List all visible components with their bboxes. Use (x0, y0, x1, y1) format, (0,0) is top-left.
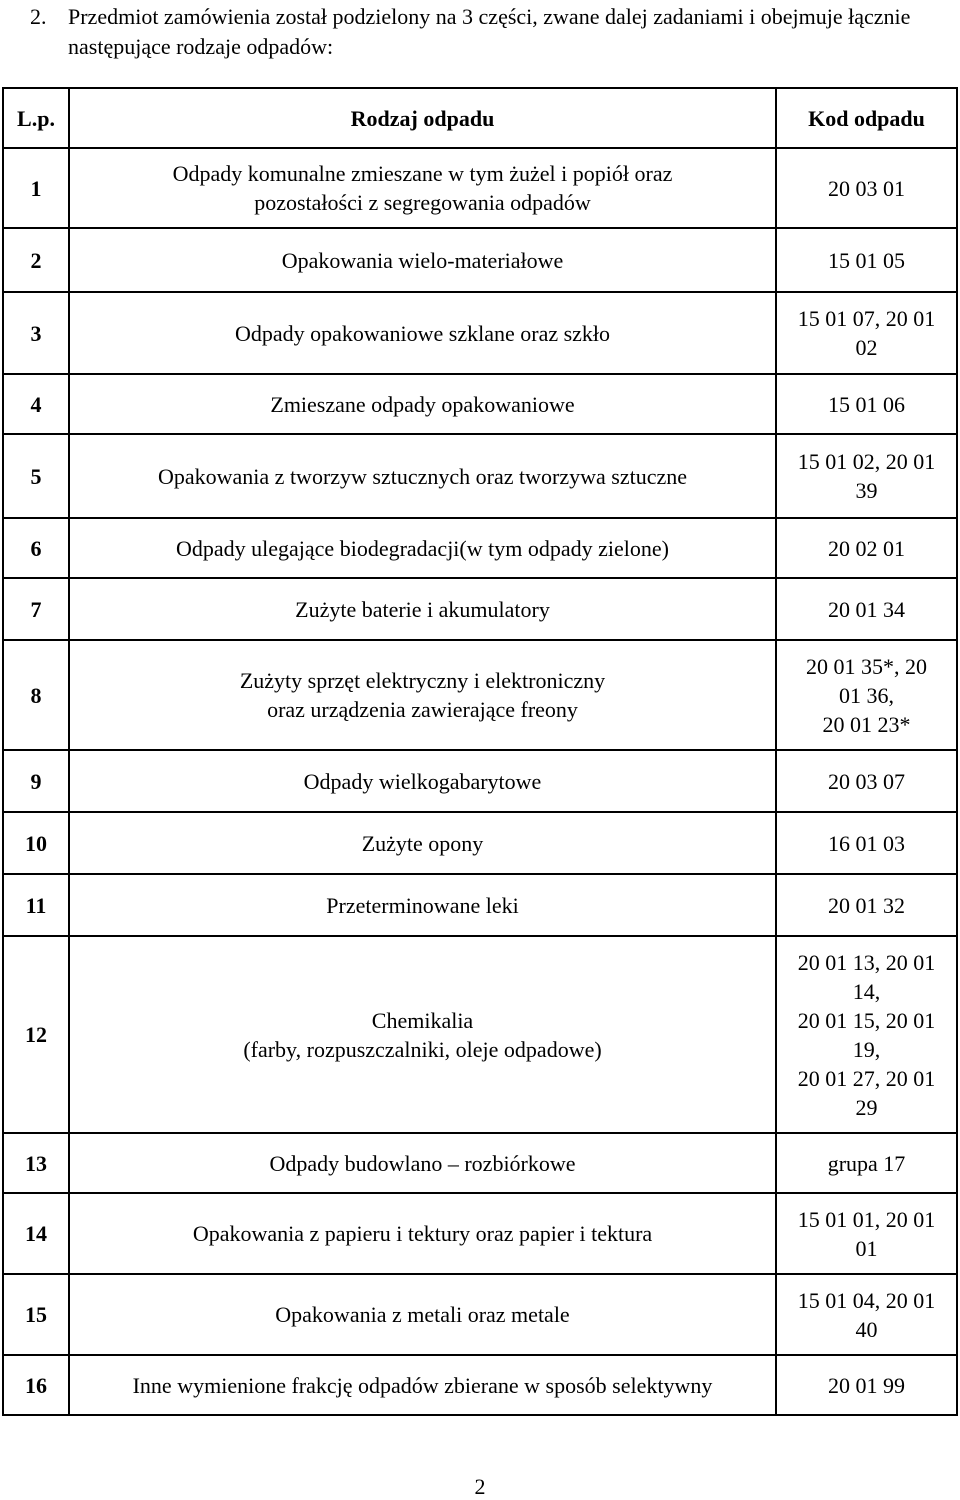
row-waste-type: Inne wymienione frakcję odpadów zbierane w sposób selektywny (69, 1355, 776, 1415)
row-waste-type: Chemikalia (farby, rozpuszczalniki, oleje odpadowe) (69, 936, 776, 1133)
table-row (3, 292, 957, 374)
row-waste-type: Opakowania wielo-materiałowe (69, 228, 776, 292)
table-row (3, 374, 957, 434)
table-row (3, 1133, 957, 1193)
row-waste-code: 20 01 99 (776, 1355, 957, 1415)
row-lp: 2 (3, 228, 69, 292)
row-waste-type: Odpady ulegające biodegradacji(w tym odpady zielone) (69, 518, 776, 578)
row-waste-type: Odpady komunalne zmieszane w tym żużel i popiół oraz pozostałości z segregowania odpadów (69, 148, 776, 228)
row-lp: 14 (3, 1193, 69, 1274)
row-waste-type: Opakowania z tworzyw sztucznych oraz tworzywa sztuczne (69, 434, 776, 518)
intro-paragraph (30, 2, 950, 62)
row-waste-type: Przeterminowane leki (69, 874, 776, 936)
row-waste-code: 15 01 01, 20 01 01 (776, 1193, 957, 1274)
row-waste-code: 20 01 32 (776, 874, 957, 936)
row-lp: 10 (3, 812, 69, 874)
row-waste-code: 20 01 34 (776, 578, 957, 640)
row-waste-type: Odpady opakowaniowe szklane oraz szkło (69, 292, 776, 374)
row-waste-type: Opakowania z metali oraz metale (69, 1274, 776, 1355)
row-waste-code: 20 02 01 (776, 518, 957, 578)
row-lp: 9 (3, 750, 69, 812)
row-lp: 13 (3, 1133, 69, 1193)
row-waste-type: Zużyte opony (69, 812, 776, 874)
table-row (3, 640, 957, 750)
row-waste-code: 20 01 13, 20 01 14, 20 01 15, 20 01 19, 20 01 27, 20 01 29 (776, 936, 957, 1133)
page-number: 2 (474, 1474, 486, 1499)
row-lp: 3 (3, 292, 69, 374)
intro-text: Przedmiot zamówienia został podzielony na 3 części, zwane dalej zadaniami i obejmuje łącznie następujące rodzaje odpadów: (68, 4, 911, 59)
row-waste-code: grupa 17 (776, 1133, 957, 1193)
row-waste-type: Odpady budowlano – rozbiórkowe (69, 1133, 776, 1193)
row-lp: 1 (3, 148, 69, 228)
row-lp: 4 (3, 374, 69, 434)
row-lp: 5 (3, 434, 69, 518)
row-waste-code: 15 01 04, 20 01 40 (776, 1274, 957, 1355)
row-waste-type: Zużyte baterie i akumulatory (69, 578, 776, 640)
row-lp: 7 (3, 578, 69, 640)
row-waste-code: 15 01 05 (776, 228, 957, 292)
row-waste-code: 20 03 01 (776, 148, 957, 228)
header-waste-code: Kod odpadu (776, 88, 957, 148)
row-lp: 8 (3, 640, 69, 750)
row-lp: 15 (3, 1274, 69, 1355)
table-row (3, 1193, 957, 1274)
table-row (3, 812, 957, 874)
waste-table (2, 87, 958, 1416)
row-waste-type: Zużyty sprzęt elektryczny i elektroniczny oraz urządzenia zawierające freony (69, 640, 776, 750)
row-waste-code: 15 01 02, 20 01 39 (776, 434, 957, 518)
table-row (3, 148, 957, 228)
row-waste-type: Opakowania z papieru i tektury oraz papier i tektura (69, 1193, 776, 1274)
row-lp: 12 (3, 936, 69, 1133)
table-row (3, 578, 957, 640)
table-row (3, 936, 957, 1133)
row-waste-code: 20 01 35*, 20 01 36, 20 01 23* (776, 640, 957, 750)
table-row (3, 434, 957, 518)
row-waste-code: 16 01 03 (776, 812, 957, 874)
row-waste-code: 15 01 07, 20 01 02 (776, 292, 957, 374)
row-waste-code: 15 01 06 (776, 374, 957, 434)
table-row (3, 750, 957, 812)
row-waste-code: 20 03 07 (776, 750, 957, 812)
header-waste-type: Rodzaj odpadu (69, 88, 776, 148)
row-lp: 11 (3, 874, 69, 936)
table-row (3, 518, 957, 578)
row-waste-type: Zmieszane odpady opakowaniowe (69, 374, 776, 434)
table-row (3, 1274, 957, 1355)
table-row (3, 1355, 957, 1415)
table-row (3, 228, 957, 292)
intro-number: 2. (30, 4, 47, 29)
table-header-row (3, 88, 957, 148)
row-lp: 6 (3, 518, 69, 578)
header-lp: L.p. (3, 88, 69, 148)
row-lp: 16 (3, 1355, 69, 1415)
row-waste-type: Odpady wielkogabarytowe (69, 750, 776, 812)
table-row (3, 874, 957, 936)
